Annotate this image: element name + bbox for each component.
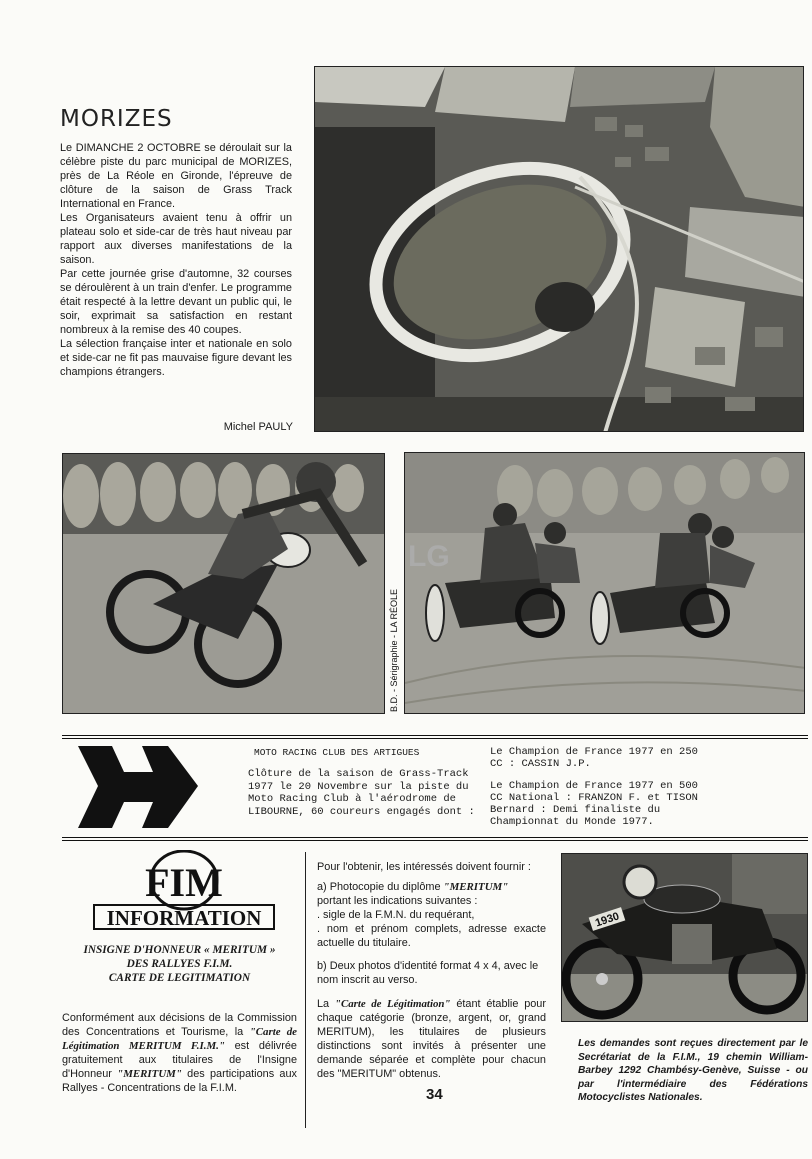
item-c-text: La [317,998,335,1011]
divider [62,735,808,739]
vintage-motorcycle-illustration [562,854,808,1022]
article-author: Michel PAULY [223,421,293,433]
fim-body-text: Conformément aux décisions de la Commission des Concentrations et Tourisme, la [62,1012,297,1038]
aerial-track-photo [314,66,804,432]
instructions-item-b: b) Deux photos d'identité format 4 x 4, avec le nom inscrit au verso. [317,960,539,987]
instructions-item-a-detail: . sigle de la F.M.N. du requérant, [317,908,475,921]
article-paragraph: La sélection française inter et nationale en solo et side-car ne fit pas mauvaise figure devant les champions étrangers. [60,338,292,378]
club-announcement: Clôture de la saison de Grass-Track 1977 le 20 Novembre sur la piste du Moto Racing Club à l'aérodrome de LIBOURNE, 60 coureurs engagés dont : [248,768,475,818]
fim-body-text: des participations aux Rallyes - Concentrations de la F.I.M. [62,1068,297,1094]
article-body [60,141,292,379]
page-number: 34 [426,1086,443,1103]
fim-information-logo [92,850,276,932]
watermark: LG [408,540,450,573]
aerial-track-illustration [315,67,804,432]
item-a-text: a) Photocopie du diplôme [317,880,444,893]
sidecar-race-photo [404,452,805,714]
instructions-item-a [317,881,546,909]
vintage-motorcycle-photo [561,853,808,1022]
item-a-text: portant les indications suivantes : [317,894,478,907]
fim-subtitle-line: INSIGNE D'HONNEUR « MERITUM » [83,944,276,956]
champion-250cc: Le Champion de France 1977 en 250 CC : CASSIN J.P. [490,746,698,770]
fim-logo-subtext: INFORMATION [106,906,262,930]
photo-caption: Les demandes sont reçues directement par le Secrétariat de la F.I.M., 19 chemin William-Barbey 1292 Chambésy-Genève, Suisse - ou par l'intermédiaire des Fédérations Motocyclistes Nationales. [578,1038,808,1104]
fim-body-text: est délivrée gratuitement aux titulaires de l'Insigne d'Honneur [62,1040,297,1080]
sidecar-race-illustration [405,453,805,714]
column-divider [305,852,306,1128]
instructions-item-a-detail: . nom et prénom complets, adresse exacte actuelle du titulaire. [317,922,546,949]
instructions-item-c [317,998,546,1081]
article-paragraph: Les Organisateurs avaient tenu à offrir un plateau solo et side-car de très haut niveau par rapport aux diverses manifestations de la saison. [60,212,292,266]
divider [62,837,808,841]
article-title: MORIZES [60,106,173,132]
fim-body-emphasis: "Carte de Légitimation MERITUM F.I.M." [62,1026,297,1052]
plate-number: 1930 [593,910,621,930]
item-a-emphasis: "MERITUM" [443,880,509,893]
photo-credit: B.D. - Sérigraphie - LA RÉOLE [389,588,399,712]
club-logo [78,746,198,828]
solo-rider-illustration [63,454,385,714]
article-paragraph: Le DIMANCHE 2 OCTOBRE se déroulait sur la célèbre piste du parc municipal de MORIZES, près de La Réole en Gironde, l'épreuve de clôture de la saison de Grass Track International en France. [60,142,292,210]
fim-subtitle-line: CARTE DE LEGITIMATION [108,972,251,984]
instructions-intro: Pour l'obtenir, les intéressés doivent fournir : [317,861,531,873]
champion-500cc: Le Champion de France 1977 en 500 CC National : FRANZON F. et TISON Bernard : Demi finaliste du Championnat du Monde 1977. [490,780,698,828]
fim-body-emphasis: "MERITUM" [117,1068,182,1080]
fim-body [62,1011,297,1095]
club-name: MOTO RACING CLUB DES ARTIGUES [254,747,420,758]
item-c-text: étant établie pour chaque catégorie (bronze, argent, or, grand MERITUM), les titulaires de plusieurs distinctions sont invités à présenter une demande séparée et complète pour chacun des "MERITUM" obtenus. [317,998,546,1080]
article-paragraph: Par cette journée grise d'automne, 32 courses se déroulèrent à un train d'enfer. Le programme était respecté à la lettre devant un public qui, le soir, exprimait sa satisfaction en restant nombreux à la remise des 40 coupes. [60,268,292,336]
meritum-instructions [317,861,546,1088]
fim-subtitle-line: DES RALLYES F.I.M. [126,958,233,970]
fim-logo-text: FIM [145,860,223,905]
item-c-emphasis: "Carte de Légitimation" [334,998,451,1011]
solo-rider-photo [62,453,385,714]
fim-subtitle [62,943,297,985]
